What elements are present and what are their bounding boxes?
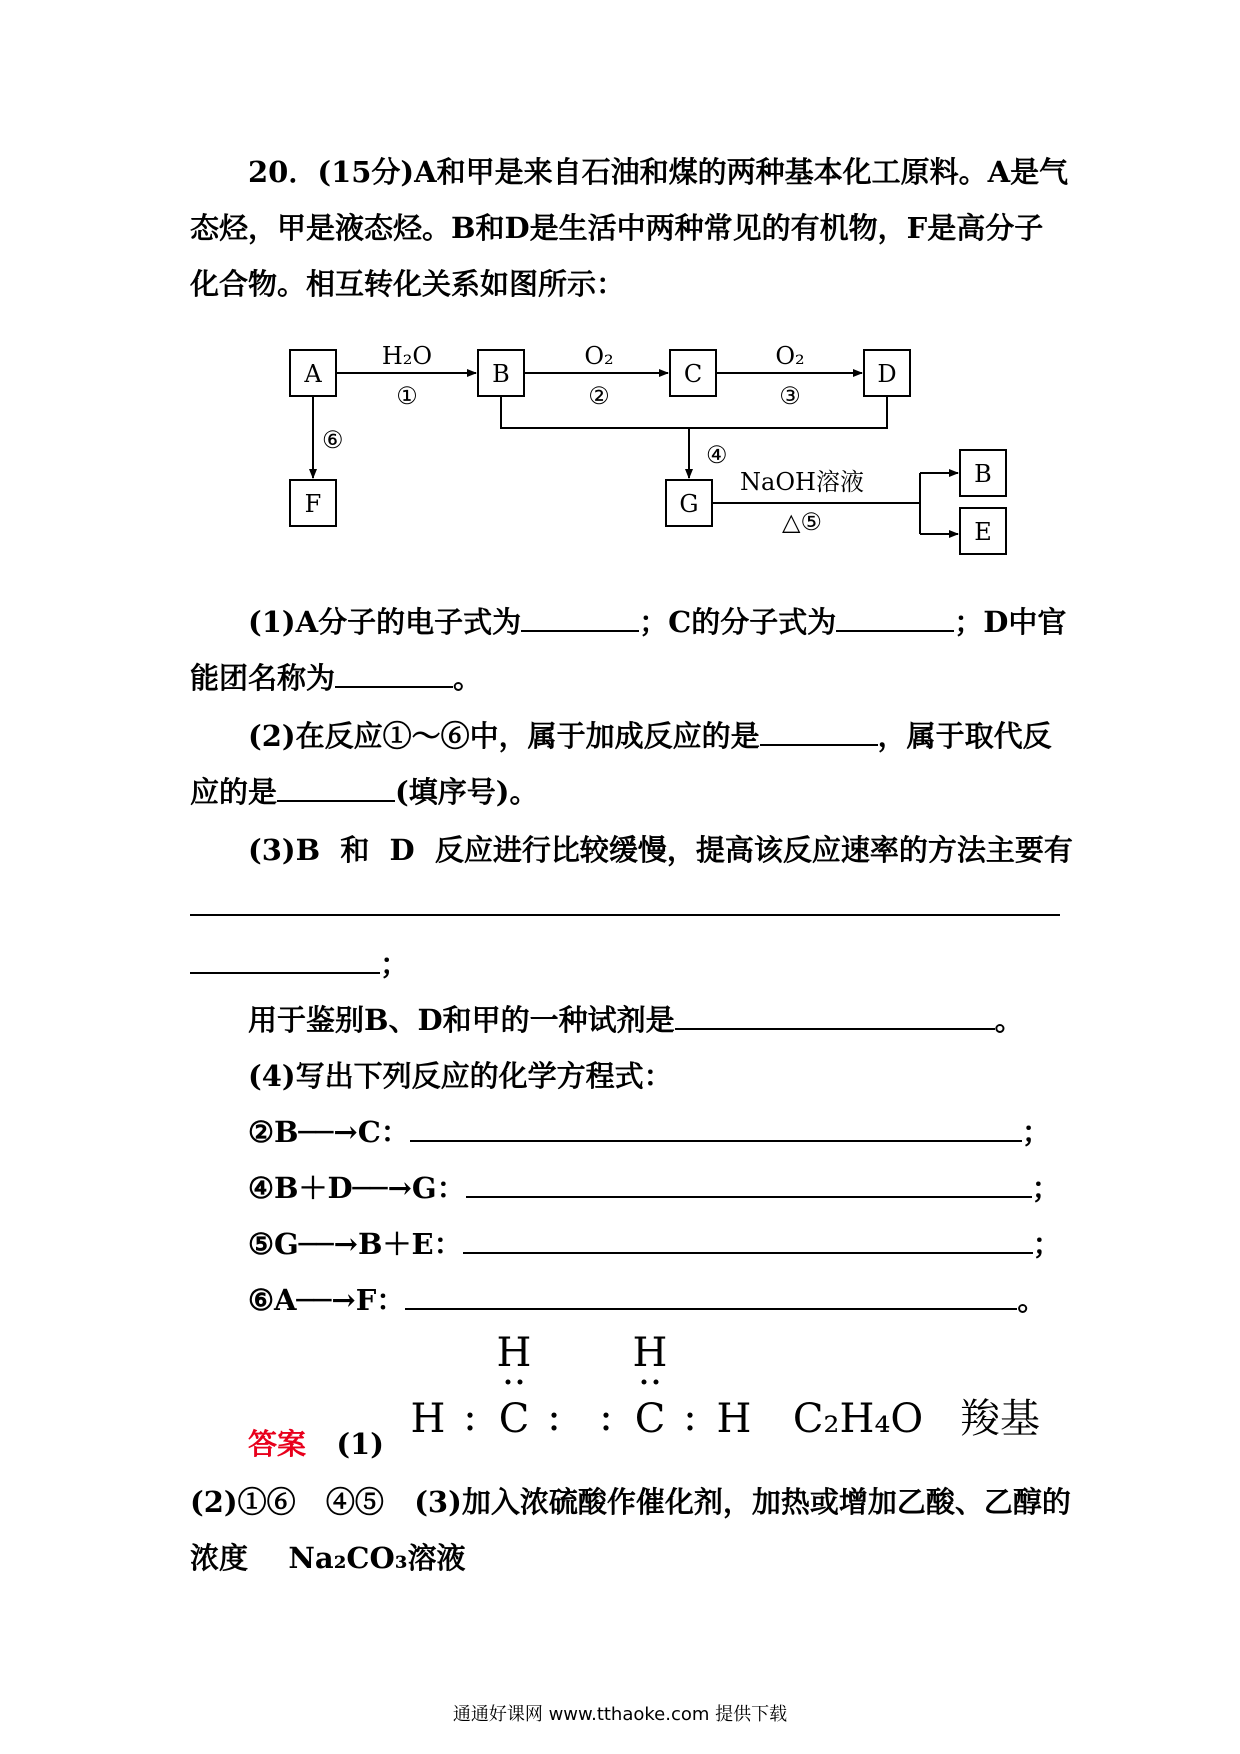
answer-blank-reagent[interactable] (675, 1002, 995, 1030)
electron-formula-answer (410, 1330, 1070, 1450)
node-e: E (974, 518, 992, 546)
answer-line-1: 答案 (1) (248, 1427, 384, 1461)
reaction-6: ⑥ (322, 426, 344, 454)
svg-text::: : (683, 1394, 697, 1440)
part-1-line-1: (1)A分子的电子式为 ；C的分子式为 ；D中官 (248, 605, 1067, 639)
answer-blank-functional-group[interactable] (335, 660, 453, 688)
part-3-line-3: ； (190, 944, 409, 984)
question-text-1: A和甲是来自石油和煤的两种基本化工原料。A是气 (414, 155, 1069, 189)
node-f: F (304, 490, 322, 518)
svg-text:H: H (632, 1330, 668, 1376)
footer: 通通好课网 www.tthaoke.com 提供下载 (452, 1704, 788, 1725)
equation-4-row: ④B＋D──→G： ； (248, 1171, 1061, 1205)
answer-blank-c-formula[interactable] (836, 604, 954, 632)
reaction-2: ② (588, 382, 610, 410)
question-line-2: 态烃，甲是液态烃。B和D是生活中两种常见的有机物，F是高分子 (190, 211, 1044, 245)
answer-blank-eq2[interactable] (410, 1114, 1022, 1142)
part-3-line-1: (3)B 和 D 反应进行比较缓慢，提高该反应速率的方法主要有 (248, 833, 1073, 867)
question-points: (15分) (317, 155, 415, 189)
equation-6-row: ⑥A──→F： 。 (248, 1283, 1047, 1317)
question-line-1 (248, 152, 1068, 192)
answer-label: 答案 (248, 1427, 307, 1461)
answer-blank-eq6[interactable] (405, 1282, 1017, 1310)
question-number: 20． (248, 155, 318, 189)
part-2-line-1: (2)在反应①～⑥中，属于加成反应的是 ，属于取代反 (248, 719, 1052, 753)
svg-text::: : (599, 1394, 613, 1440)
part-4-title: (4)写出下列反应的化学方程式： (248, 1059, 673, 1093)
svg-text:C: C (634, 1396, 666, 1442)
svg-text:H: H (410, 1396, 446, 1442)
reaction-3: ③ (779, 382, 801, 410)
answer-c-formula: C₂H₄O (792, 1396, 924, 1442)
answer-line-3: 浓度 Na₂CO₃溶液 (190, 1541, 466, 1575)
part-2-line-2: 应的是 (填序号)。 (190, 775, 539, 809)
equation-2-row: ②B──→C： ； (248, 1115, 1051, 1149)
equation-5-row: ⑤G──→B＋E： ； (248, 1227, 1062, 1261)
node-b2: B (974, 460, 992, 488)
question-line-3: 化合物。相互转化关系如图所示： (190, 267, 626, 301)
reagent-3: O₂ (775, 342, 805, 370)
svg-text::: : (547, 1394, 561, 1440)
answer-blank-addition[interactable] (760, 718, 878, 746)
node-c: C (683, 360, 703, 388)
reaction-diagram (270, 338, 1030, 568)
answer-line-2: (2)①⑥ ④⑤ (3)加入浓硫酸作催化剂，加热或增加乙酸、乙醇的 (190, 1485, 1071, 1519)
svg-text:C: C (498, 1396, 530, 1442)
node-d: D (877, 360, 897, 388)
answer-line-rate-method[interactable] (190, 914, 1060, 916)
answer-blank-rate-method-cont[interactable] (190, 946, 380, 974)
svg-text:H: H (716, 1396, 752, 1442)
svg-text::: : (463, 1394, 477, 1440)
part-1-line-2: 能团名称为 。 (190, 661, 483, 695)
reaction-4: ④ (706, 441, 728, 469)
answer-blank-eq5[interactable] (463, 1226, 1033, 1254)
answer-blank-substitution[interactable] (277, 774, 395, 802)
node-a: A (304, 360, 322, 388)
reaction-1: ① (396, 382, 418, 410)
reagent-2: O₂ (584, 342, 614, 370)
node-g: G (679, 490, 699, 518)
reagent-1: H₂O (381, 342, 433, 370)
part-3-line-4: 用于鉴别B、D和甲的一种试剂是 。 (248, 1003, 1024, 1037)
svg-text:H: H (496, 1330, 532, 1376)
reagent-5: NaOH溶液 (740, 468, 864, 496)
reaction-5: △⑤ (782, 508, 822, 536)
answer-blank-electron-formula[interactable] (521, 604, 639, 632)
node-b: B (492, 360, 510, 388)
answer-blank-eq4[interactable] (466, 1170, 1032, 1198)
answer-d-group: 羧基 (960, 1396, 1040, 1442)
